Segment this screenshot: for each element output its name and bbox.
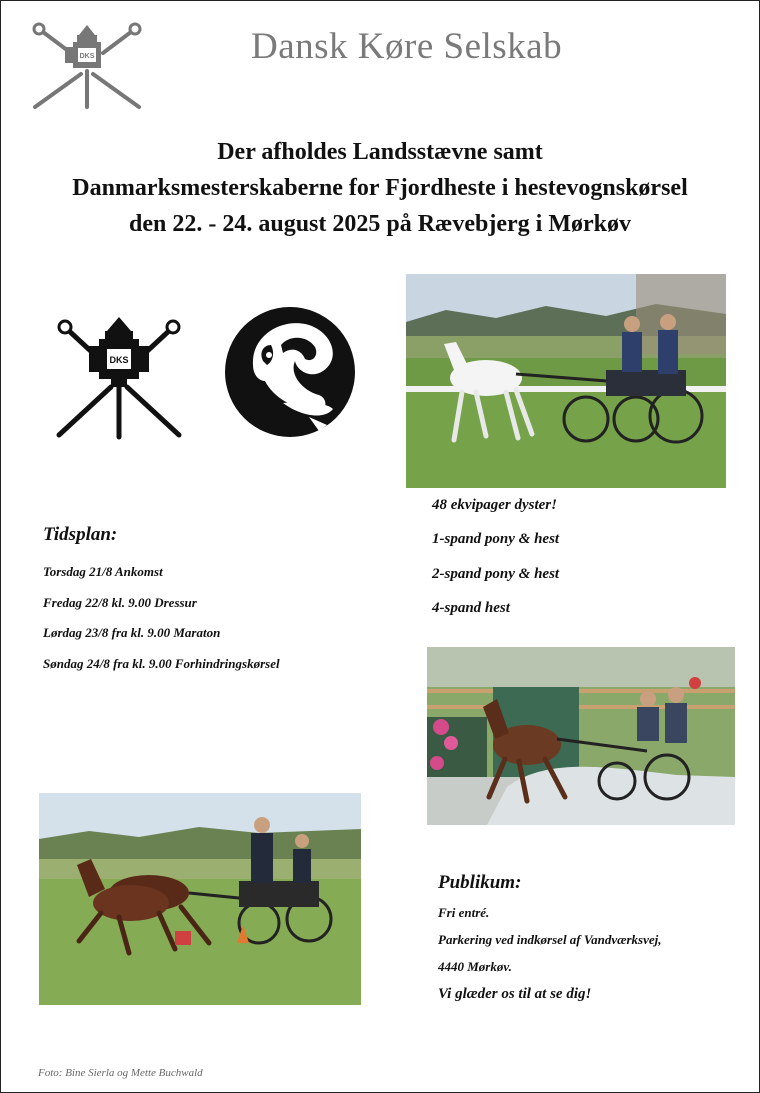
headline-line-2: Danmarksmesterskaberne for Fjordheste i hestevognskørsel [72,175,688,201]
driving-photo-water-obstacle [427,647,735,825]
audience-line: Fri entré. [438,905,490,920]
schedule-heading: Tidsplan: [43,524,118,545]
driving-photo-pair [39,793,361,1005]
dks-lantern-logo [53,313,185,441]
audience-line: Parkering ved indkørsel af Vandværksvej, [438,932,662,947]
schedule-item: Lørdag 23/8 fra kl. 9.00 Maraton [43,625,221,640]
audience-closing: Vi glæder os til at se dig! [438,986,592,1002]
event-headline [21,134,739,242]
driving-photo-white-horse [406,274,726,488]
photo-credit: Foto: Bine Sierla og Mette Buchwald [38,1067,203,1079]
headline-line-3: den 22. - 24. august 2025 på Rævebjerg i Mørkøv [129,211,631,237]
organization-name: Dansk Køre Selskab [251,26,563,67]
audience-heading: Publikum: [438,872,522,893]
feature-item: 4-spand hest [432,600,510,616]
fjord-horse-emblem [223,305,357,439]
dks-lantern-logo-small [29,19,147,111]
schedule-item: Søndag 24/8 fra kl. 9.00 Forhindringskørsel [43,656,280,671]
audience-line: 4440 Mørkøv. [438,959,512,974]
headline-line-1: Der afholdes Landsstævne samt [217,139,543,165]
feature-item: 2-spand pony & hest [432,566,560,582]
svg-text:DKS: DKS [109,355,129,365]
schedule-item: Torsdag 21/8 Ankomst [43,564,163,579]
feature-item: 1-spand pony & hest [432,531,560,547]
feature-item: 48 ekvipager dyster! [432,497,557,513]
svg-text:DKS: DKS [79,53,95,60]
schedule-item: Fredag 22/8 kl. 9.00 Dressur [43,595,197,610]
